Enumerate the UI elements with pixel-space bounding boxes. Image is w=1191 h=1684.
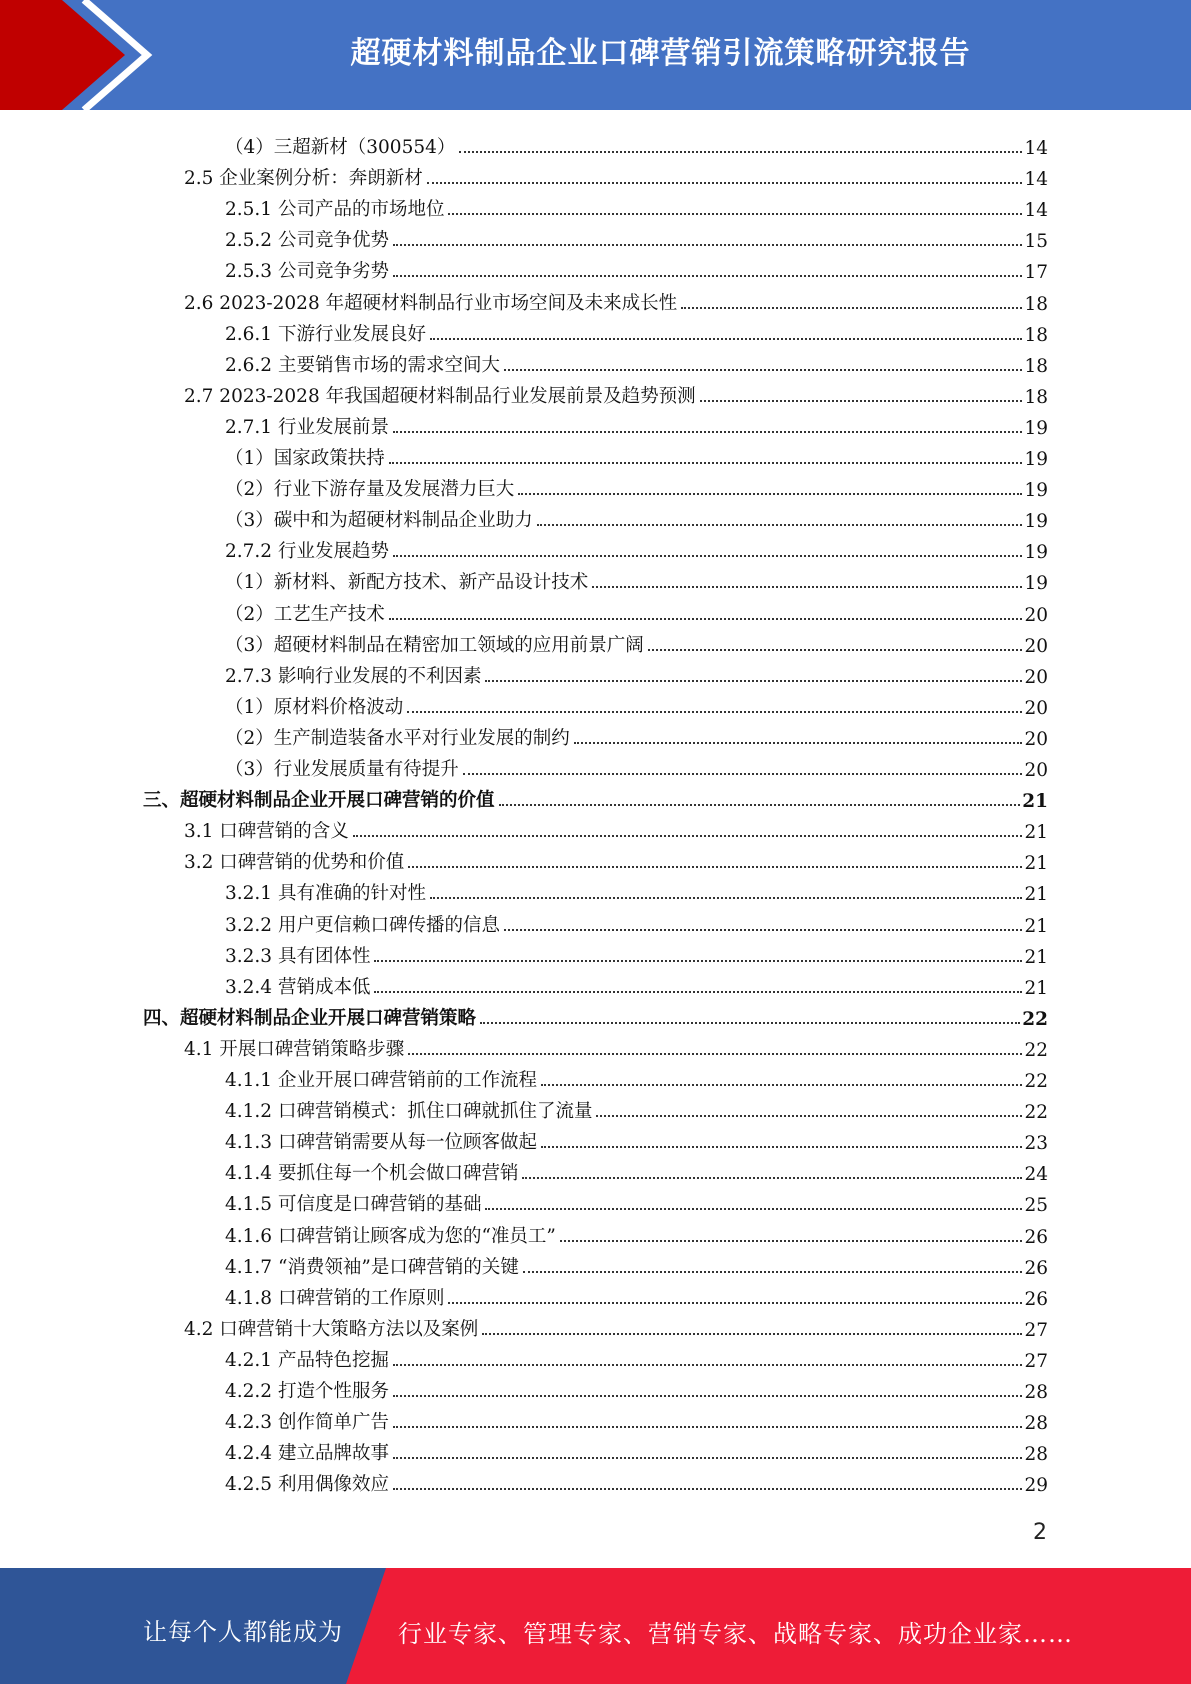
toc-entry-page: 18 [1024,324,1048,346]
toc-entry-page: 19 [1024,573,1048,595]
toc-dot-leader [504,929,1022,931]
toc-entry-title: 3.2.4 营销成本低 [225,976,371,998]
toc-entry-title: 4.1.1 企业开展口碑营销前的工作流程 [225,1070,537,1091]
toc-entry[interactable] [225,688,1048,719]
toc-dot-leader [393,431,1022,433]
toc-dot-leader [393,275,1022,277]
toc-dot-leader [574,742,1023,744]
toc-entry[interactable] [225,408,1048,439]
toc-entry[interactable] [225,1434,1048,1465]
toc-entry[interactable] [225,1341,1048,1372]
toc-entry-title: 3.1 口碑营销的含义 [184,821,349,843]
toc-entry-page: 21 [1024,977,1048,999]
toc-entry-page: 19 [1024,480,1048,502]
toc-entry-title: （2）生产制造装备水平对行业发展的制约 [225,727,570,749]
toc-dot-leader [393,244,1022,246]
page-footer [0,1568,1191,1684]
document-title: 超硬材料制品企业口碑营销引流策略研究报告 [350,36,971,71]
toc-entry[interactable] [225,1154,1048,1185]
toc-dot-leader [485,680,1022,682]
toc-entry[interactable] [225,719,1048,750]
toc-entry-title: 4.1.4 要抓住每一个机会做口碑营销 [225,1163,519,1185]
toc-entry[interactable] [225,657,1048,688]
toc-entry-title: 4.2.2 打造个性服务 [225,1381,389,1402]
toc-entry-page: 25 [1024,1195,1048,1217]
toc-entry-title: 4.1.3 口碑营销需要从每一位顾客做起 [225,1132,537,1154]
toc-entry-title: 2.7.3 影响行业发展的不利因素 [225,665,482,687]
toc-entry-page: 22 [1024,1071,1048,1092]
toc-entry-title: （2）行业下游存量及发展潜力巨大 [225,479,515,501]
toc-entry-title: 4.1.7 “消费领袖”是口碑营销的关键 [225,1256,519,1278]
toc-entry-page: 14 [1024,169,1048,191]
toc-entry-title: 4.1.2 口碑营销模式：抓住口碑就抓住了流量 [225,1101,593,1123]
toc-entry[interactable] [225,750,1048,781]
toc-entry[interactable] [225,906,1048,937]
toc-entry[interactable] [143,999,1048,1030]
toc-entry-page: 22 [1024,1039,1048,1061]
toc-dot-leader [463,773,1023,775]
toc-entry-page: 22 [1022,1008,1048,1030]
toc-entry-title: 2.7.1 行业发展前景 [225,416,389,438]
toc-entry-title: 3.2.2 用户更信赖口碑传播的信息 [225,914,500,936]
toc-entry-page: 21 [1024,946,1048,968]
toc-entry[interactable] [225,1061,1048,1092]
toc-entry-page: 22 [1024,1102,1048,1124]
toc-entry[interactable] [225,439,1048,470]
toc-entry-page: 26 [1024,1257,1048,1279]
toc-entry[interactable] [184,377,1048,408]
toc-entry-page: 23 [1024,1133,1048,1155]
toc-dot-leader [560,1240,1023,1242]
toc-entry-page: 15 [1024,231,1048,253]
toc-entry-page: 21 [1024,915,1048,937]
toc-entry-title: 2.7 2023-2028 年我国超硬材料制品行业发展前景及趋势预测 [184,385,696,407]
toc-entry[interactable] [225,1248,1048,1279]
toc-entry-page: 19 [1024,449,1048,470]
toc-dot-leader [518,493,1022,495]
toc-dot-leader [393,1395,1022,1397]
toc-entry[interactable] [225,1123,1048,1154]
toc-entry-title: 2.5.2 公司竞争优势 [225,230,389,252]
toc-entry-page: 18 [1024,293,1048,315]
toc-entry[interactable] [225,190,1048,221]
toc-entry[interactable] [225,595,1048,626]
toc-entry-page: 28 [1024,1382,1048,1403]
toc-dot-leader [504,369,1022,371]
toc-entry[interactable] [184,1310,1048,1341]
toc-dot-leader [408,1053,1022,1055]
toc-entry-title: 4.1.5 可信度是口碑营销的基础 [225,1194,482,1216]
toc-entry-title: 4.2.3 创作简单广告 [225,1412,389,1434]
toc-entry-title: （2）工艺生产技术 [225,603,385,625]
toc-entry-page: 17 [1024,262,1048,284]
toc-dot-leader [681,307,1022,309]
toc-entry-title: （1）新材料、新配方技术、新产品设计技术 [225,572,589,594]
toc-dot-leader [592,586,1022,588]
toc-entry-title: 4.2.4 建立品牌故事 [225,1443,389,1465]
toc-entry[interactable] [225,1465,1048,1496]
toc-dot-leader [389,462,1023,464]
toc-dot-leader [430,897,1022,899]
toc-dot-leader [407,711,1022,713]
toc-entry-title: 三、超硬材料制品企业开展口碑营销的价值 [143,790,495,812]
toc-entry[interactable] [184,1030,1048,1061]
toc-entry-page: 20 [1024,760,1048,781]
footer-slogan-left: 让每个人都能成为 [143,1618,343,1646]
toc-dot-leader [648,649,1023,651]
toc-dot-leader [482,1333,1022,1335]
toc-dot-leader [700,400,1023,402]
toc-entry-page: 18 [1024,386,1048,408]
toc-entry[interactable] [225,128,1048,159]
page-number: 2 [1033,1520,1047,1545]
toc-dot-leader [353,835,1023,837]
toc-entry[interactable] [184,843,1048,874]
toc-entry[interactable] [225,1092,1048,1123]
toc-entry[interactable] [225,252,1048,283]
toc-dot-leader [408,866,1022,868]
toc-entry[interactable] [225,626,1048,657]
toc-entry-page: 14 [1024,200,1048,222]
toc-entry-title: 3.2 口碑营销的优势和价值 [184,852,405,874]
toc-dot-leader [374,960,1022,962]
toc-dot-leader [393,1426,1022,1428]
toc-entry-page: 28 [1024,1413,1048,1435]
toc-entry[interactable] [184,812,1048,843]
toc-entry[interactable] [225,1279,1048,1310]
toc-entry-page: 21 [1024,884,1048,906]
toc-entry-title: 2.5 企业案例分析：奔朗新材 [184,168,423,190]
toc-entry[interactable] [225,1372,1048,1403]
toc-entry-page: 18 [1024,355,1048,377]
toc-entry-page: 19 [1024,511,1048,533]
toc-entry[interactable] [225,346,1048,377]
toc-entry[interactable] [225,501,1048,532]
toc-dot-leader [393,1457,1022,1459]
toc-entry-title: 四、超硬材料制品企业开展口碑营销策略 [143,1007,477,1029]
toc-entry[interactable] [225,874,1048,905]
toc-entry-title: 2.5.1 公司产品的市场地位 [225,199,445,221]
toc-entry[interactable] [225,563,1048,594]
toc-entry-page: 21 [1024,853,1048,875]
toc-entry[interactable] [225,532,1048,563]
toc-entry-page: 21 [1022,791,1048,813]
toc-dot-leader [522,1177,1022,1179]
footer-slogan-right: 行业专家、管理专家、营销专家、战略专家、成功企业家…… [398,1620,1073,1648]
toc-entry-page: 20 [1024,697,1048,719]
toc-entry[interactable] [225,1185,1048,1216]
toc-dot-leader [499,804,1021,806]
toc-dot-leader [480,1022,1020,1024]
toc-dot-leader [389,618,1023,620]
toc-entry-page: 20 [1024,666,1048,688]
toc-entry-page: 20 [1024,728,1048,750]
toc-dot-leader [448,213,1022,215]
toc-dot-leader [485,1208,1022,1210]
toc-entry-title: 2.6.1 下游行业发展良好 [225,323,426,345]
toc-entry-page: 24 [1024,1164,1048,1186]
toc-dot-leader [448,1302,1022,1304]
toc-entry-page: 20 [1024,635,1048,657]
toc-entry-title: （3）碳中和为超硬材料制品企业助力 [225,510,533,532]
toc-entry[interactable] [225,470,1048,501]
toc-entry[interactable] [225,221,1048,252]
toc-entry[interactable] [225,315,1048,346]
toc-dot-leader [459,151,1022,153]
toc-dot-leader [541,1084,1022,1086]
toc-entry-page: 14 [1024,138,1048,159]
toc-entry[interactable] [143,781,1048,812]
toc-entry-title: （3）超硬材料制品在精密加工领域的应用前景广阔 [225,634,644,656]
toc-entry-title: 4.1.8 口碑营销的工作原则 [225,1287,445,1309]
toc-entry-title: （3）行业发展质量有待提升 [225,759,459,780]
toc-entry-page: 29 [1024,1475,1048,1497]
toc-dot-leader [537,524,1023,526]
page-header [0,0,1191,110]
toc-dot-leader [596,1115,1022,1117]
toc-entry-title: （1）国家政策扶持 [225,448,385,469]
toc-entry-title: 3.2.1 具有准确的针对性 [225,883,426,905]
toc-entry[interactable] [225,1403,1048,1434]
toc-entry-page: 27 [1024,1319,1048,1341]
toc-entry-page: 21 [1024,822,1048,844]
toc-entry[interactable] [184,159,1048,190]
toc-entry-page: 26 [1024,1226,1048,1248]
toc-entry-page: 28 [1024,1444,1048,1466]
toc-entry-title: 4.2.5 利用偶像效应 [225,1474,389,1496]
toc-entry[interactable] [184,284,1048,315]
toc-entry-title: 2.5.3 公司竞争劣势 [225,261,389,283]
toc-entry-page: 27 [1024,1350,1048,1372]
toc-dot-leader [541,1146,1022,1148]
toc-dot-leader [393,1364,1022,1366]
toc-dot-leader [523,1271,1023,1273]
toc-dot-leader [393,1488,1022,1490]
toc-entry-title: 4.1.6 口碑营销让顾客成为您的“准员工” [225,1225,556,1247]
toc-entry-title: 4.1 开展口碑营销策略步骤 [184,1038,405,1060]
toc-dot-leader [393,555,1022,557]
toc-entry-title: 2.7.2 行业发展趋势 [225,541,389,563]
toc-entry[interactable] [225,1217,1048,1248]
toc-entry-page: 19 [1024,542,1048,564]
toc-entry-page: 20 [1024,604,1048,626]
toc-entry-title: （4）三超新材（300554） [225,137,456,158]
toc-entry-title: 2.6.2 主要销售市场的需求空间大 [225,354,500,376]
toc-entry-title: 2.6 2023-2028 年超硬材料制品行业市场空间及未来成长性 [184,292,678,314]
toc-entry-page: 19 [1024,417,1048,439]
toc-dot-leader [430,338,1022,340]
toc-entry[interactable] [225,968,1048,999]
toc-entry[interactable] [225,937,1048,968]
toc-entry-title: （1）原材料价格波动 [225,696,404,718]
toc-entry-title: 3.2.3 具有团体性 [225,945,371,967]
toc-dot-leader [374,991,1022,993]
toc-entry-title: 4.2 口碑营销十大策略方法以及案例 [184,1318,479,1340]
toc-dot-leader [427,182,1023,184]
toc-entry-page: 26 [1024,1288,1048,1310]
toc-entry-title: 4.2.1 产品特色挖掘 [225,1349,389,1371]
